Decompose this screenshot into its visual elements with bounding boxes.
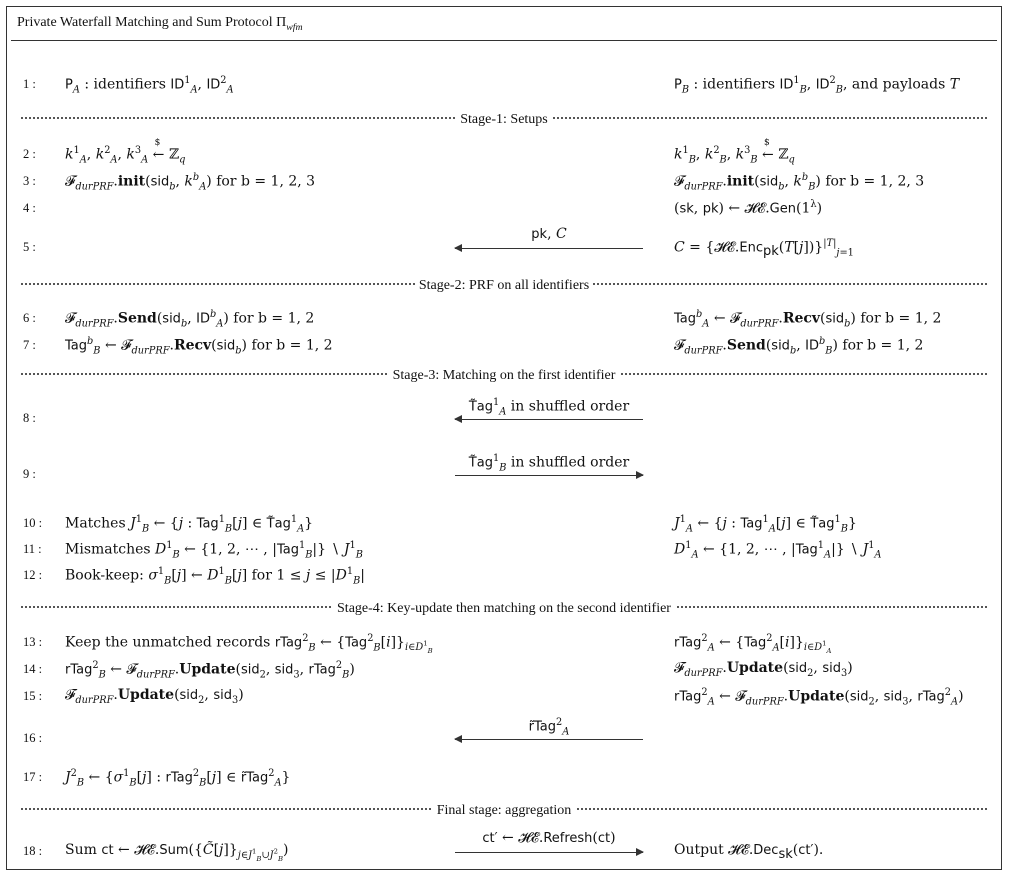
arrow-left (455, 248, 643, 249)
line-11 (7, 538, 1001, 562)
line-number: 7 : (23, 338, 36, 352)
line-13-left: Keep the unmatched records rTag$^2_B$ ← $\{Tag^2_B[i]\}_{i\in D^1_B}$ (65, 633, 433, 656)
line-7-right: 𝓕$_{durPRF}$.Send(sid$_b$, $ID^b_B$) for b = 1, 2 (674, 336, 924, 357)
line-2-right: $k^1_B$, $k^2_B$, $k^3_B$ ← $ ℤ$_q$ (674, 137, 795, 166)
line-number: 6 : (23, 311, 36, 325)
protocol-title: Private Waterfall Matching and Sum Protocol $\Pi_{wfm}$ (17, 15, 303, 33)
line-18-left: Sum ct ← $𝓗𝓔.Sum(\{C̃[j]\}_{j\in J^1_B\cup J^2_B})$ (65, 842, 289, 863)
line-number: 13 : (23, 635, 43, 649)
line-8 (7, 397, 1001, 431)
line-number: 1 : (23, 77, 36, 91)
line-9 (7, 453, 1001, 487)
line-18 (7, 830, 1001, 864)
line-number: 5 : (23, 240, 36, 254)
line-1 (7, 73, 1001, 97)
stage-2-label: Stage-2: PRF on all identifiers (415, 278, 593, 293)
line-7 (7, 334, 1001, 358)
line-number: 15 : (23, 689, 43, 703)
line-11-left: Mismatches $D^1_B$ ← {1, 2, ⋯ , |Tag$^1_B$|} ∖ $J^1_B$ (65, 540, 363, 561)
message-tag-b: $T̃ag^1_B$ in shuffled order (455, 453, 643, 483)
line-2-left: $k^1_A$, $k^2_A$, $k^3_A$ ← $ ℤ$_q$ (65, 137, 186, 166)
line-number: 14 : (23, 662, 43, 676)
line-2 (7, 137, 1001, 167)
line-13-right: rTag$^2_A$ ← $\{Tag^2_A[i]\}_{i\in D^1_A}$ (674, 633, 832, 656)
line-number: 3 : (23, 174, 36, 188)
arrow-left (455, 739, 643, 740)
protocol-box (6, 6, 1002, 870)
line-number: 4 : (23, 201, 36, 215)
line-10-right: $J^1_A$ ← {j : Tag$^1_A$[j] ∈ $T̃ag^1_B$} (674, 514, 857, 535)
line-number: 2 : (23, 147, 36, 161)
line-6-right: Tag$^b_A$ ← 𝓕$_{durPRF}$.Recv(sid$_b$) for b = 1, 2 (674, 309, 942, 330)
message-pk-c: pk, C (455, 226, 643, 256)
line-1-right: $P_B$ : identifiers $ID^1_B$, $ID^2_B$, and payloads T (674, 75, 960, 96)
line-number: 12 : (23, 568, 43, 582)
stage-final-label: Final stage: aggregation (433, 803, 576, 818)
line-3-right: 𝓕$_{durPRF}$.init(sid$_b$, $k^b_B$) for b = 1, 2, 3 (674, 172, 925, 193)
line-number: 18 : (23, 844, 43, 858)
stage-2-separator (7, 273, 1001, 293)
arrow-left (455, 419, 643, 420)
line-12 (7, 564, 1001, 588)
stage-final-separator (7, 798, 1001, 818)
line-3 (7, 170, 1001, 194)
line-11-right: $D^1_A$ ← {1, 2, ⋯ , |Tag$^1_A$|} ∖ $J^1_A$ (674, 540, 882, 561)
line-15-right: rTag$^2_A$ ← 𝓕$_{durPRF}$.Update(sid$_2$, sid$_3$, rTag$^2_A$) (674, 687, 964, 708)
line-number: 17 : (23, 770, 43, 784)
line-6 (7, 307, 1001, 331)
arrow-right (455, 852, 643, 853)
line-4 (7, 197, 1001, 221)
line-number: 9 : (23, 467, 36, 481)
stage-3-label: Stage-3: Matching on the first identifier (389, 368, 620, 383)
line-number: 16 : (23, 731, 43, 745)
arrow-right (455, 475, 643, 476)
line-number: 10 : (23, 516, 43, 530)
line-6-left: 𝓕$_{durPRF}$.Send(sid$_b$, $ID^b_A$) for b = 1, 2 (65, 309, 315, 330)
line-18-right: Output 𝓗𝓔.Dec$_{sk}$(ct′). (674, 842, 824, 862)
line-5-right: C = {𝓗𝓔.Enc$_{pk}$(T[j])}$^{|T|}_{j=1}$ (674, 238, 854, 260)
stage-1-separator (7, 107, 1001, 127)
line-10 (7, 512, 1001, 536)
line-1-left: $P_A$ : identifiers $ID^1_A$, $ID^2_A$ (65, 75, 234, 96)
line-14 (7, 658, 1001, 682)
line-13 (7, 631, 1001, 655)
message-tag-a: $T̃ag^1_A$ in shuffled order (455, 397, 643, 427)
line-12-left: Book-keep: $\sigma^1_B[j]$ ← $D^1_B[j]$ for $1 \le j \le |D^1_B|$ (65, 566, 365, 587)
stage-4-separator (7, 596, 1001, 616)
line-number: 8 : (23, 411, 36, 425)
line-15-left: 𝓕$_{durPRF}$.Update(sid$_2$, sid$_3$) (65, 687, 244, 706)
stage-1-label: Stage-1: Setups (456, 112, 552, 127)
line-3-left: 𝓕$_{durPRF}$.init(sid$_b$, $k^b_A$) for b = 1, 2, 3 (65, 172, 316, 193)
message-refresh: ct′ ← 𝓗𝓔.Refresh(ct) (455, 830, 643, 860)
title-rule (11, 40, 997, 41)
line-15 (7, 685, 1001, 709)
line-14-left: rTag$^2_B$ ← 𝓕$_{durPRF}$.Update(sid$_2$, sid$_3$, rTag$^2_B$) (65, 660, 355, 681)
line-10-left: Matches $J^1_B$ ← {j : Tag$^1_B$[j] ∈ $T̃ag^1_A$} (65, 514, 314, 535)
line-5 (7, 226, 1001, 260)
line-4-right: (sk, pk) ← $𝓗𝓔.Gen(1^\lambda)$ (674, 199, 823, 217)
stage-4-label: Stage-4: Key-update then matching on the second identifier (333, 601, 675, 616)
stage-3-separator (7, 363, 1001, 383)
line-16 (7, 717, 1001, 751)
line-17-left: $J^2_B$ ← {$\sigma^1_B[j]$ : rTag$^2_B$[j] ∈ r̃Tag$^2_A$} (65, 768, 291, 789)
line-7-left: Tag$^b_B$ ← 𝓕$_{durPRF}$.Recv(sid$_b$) for b = 1, 2 (65, 336, 333, 357)
line-17 (7, 766, 1001, 790)
line-14-right: 𝓕$_{durPRF}$.Update(sid$_2$, sid$_3$) (674, 660, 853, 679)
message-rtag-a: r̃Tag$^2_A$ (455, 717, 643, 747)
line-number: 11 : (23, 542, 42, 556)
